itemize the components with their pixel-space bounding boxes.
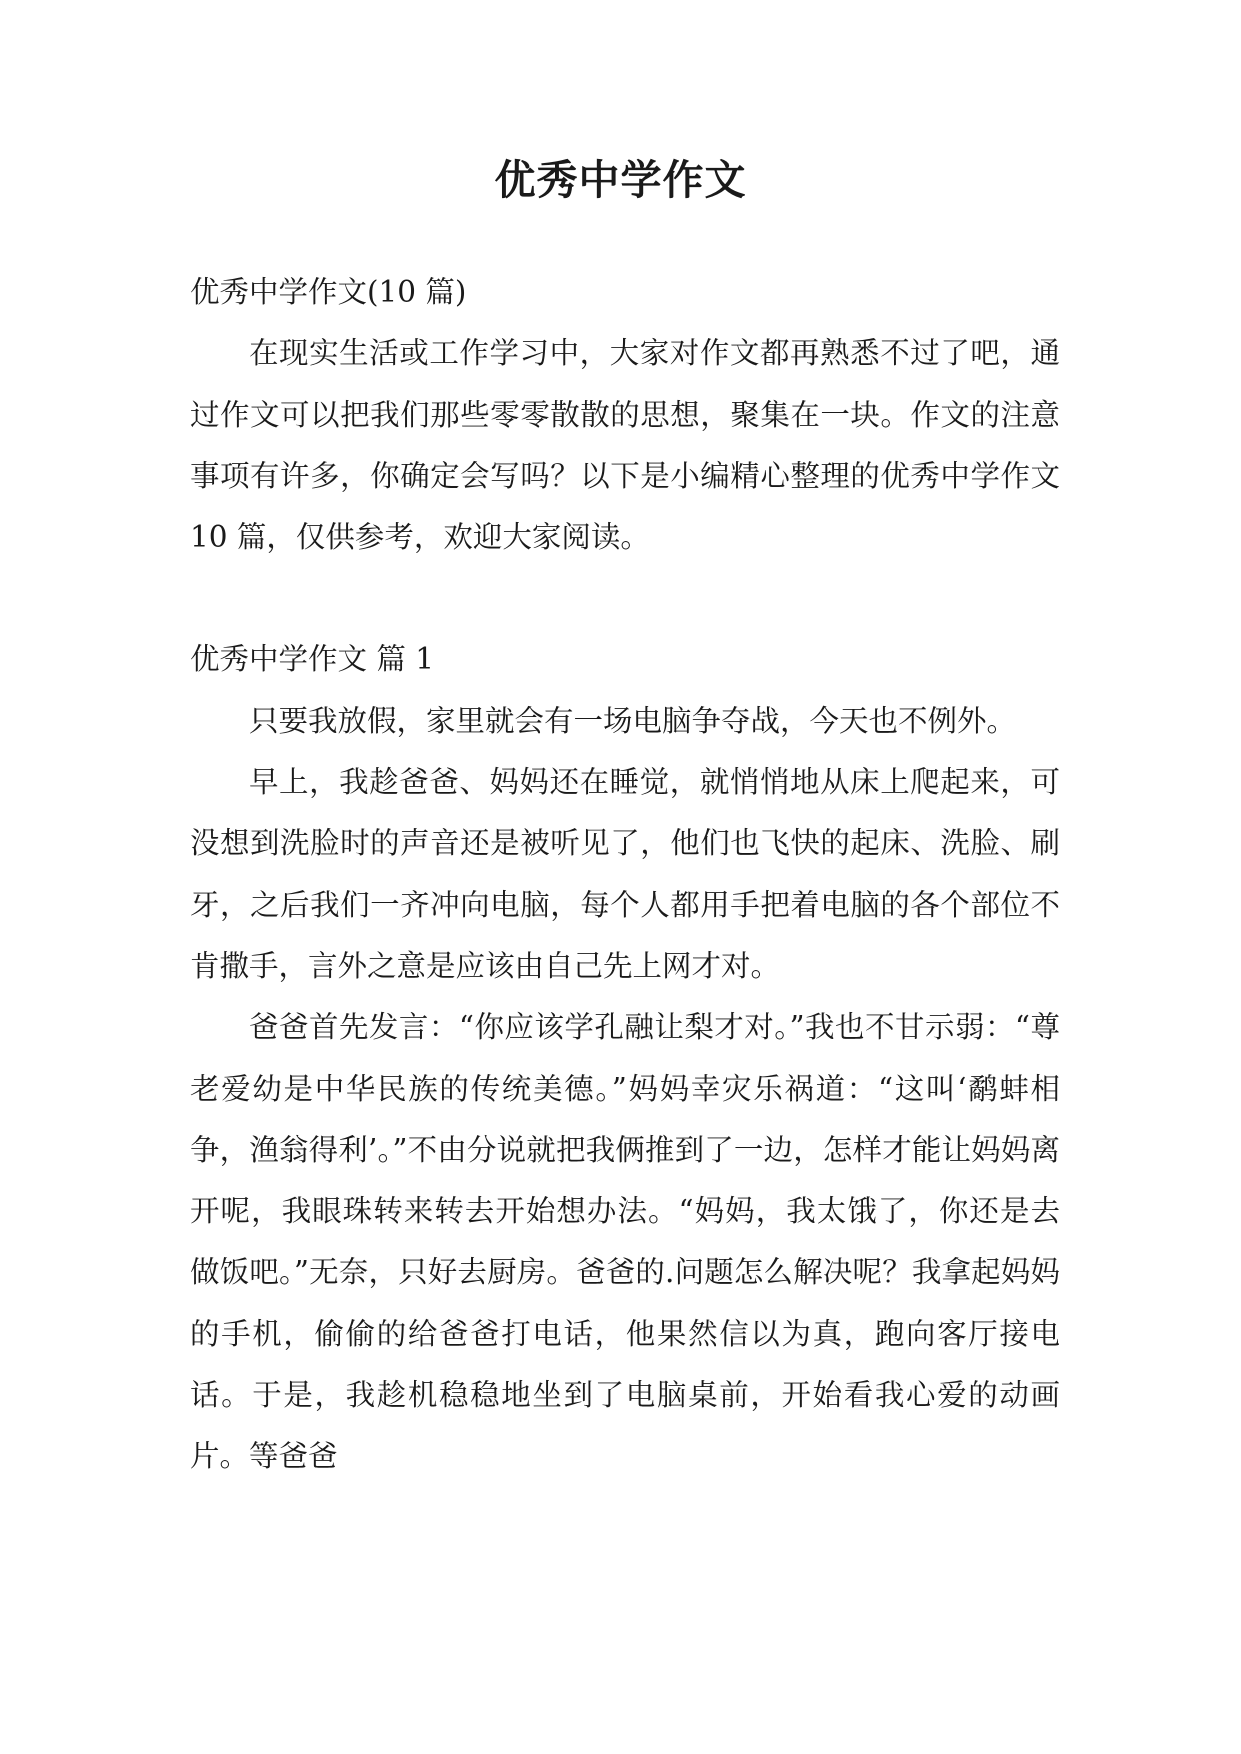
document-title: 优秀中学作文 (494, 156, 747, 204)
body-paragraph: 早上，我趁爸爸、妈妈还在睡觉，就悄悄地从床上爬起来，可没想到洗脸时的声音还是被听见了，他们也飞快的起床、洗脸、刷牙，之后我们一齐冲向电脑，每个人都用手把着电脑的各个部位不肯撒手，言外之意是应该由自己先上网才对。 (190, 765, 1060, 983)
section-heading: 优秀中学作文 篇 1 (190, 642, 435, 677)
body-paragraph: 只要我放假，家里就会有一场电脑争夺战，今天也不例外。 (249, 703, 1017, 738)
body-paragraph: 爸爸首先发言：“你应该学孔融让梨才对。”我也不甘示弱：“尊老爱幼是中华民族的传统美德。”妈妈幸灾乐祸道：“这叫‘鹬蚌相争，渔翁得利’。”不由分说就把我俩推到了一边，怎样才能让妈妈离开呢，我眼珠转来转去开始想办法。“妈妈，我太饿了，你还是去做饭吧。”无奈，只好去厨房。爸爸的.问题怎么解决呢？我拿起妈妈的手机，偷偷的给爸爸打电话，他果然信以为真，跑向客厅接电话。于是，我趁机稳稳地坐到了电脑桌前，开始看我心爱的动画片。等爸爸 (190, 1010, 1060, 1474)
intro-paragraph: 在现实生活或工作学习中，大家对作文都再熟悉不过了吧，通过作文可以把我们那些零零散散的思想，聚集在一块。作文的注意事项有许多，你确定会写吗？以下是小编精心整理的优秀中学作文 10 篇，仅供参考，欢迎大家阅读。 (190, 336, 1060, 555)
document-subtitle: 优秀中学作文(10 篇) (190, 275, 467, 309)
document-body (190, 262, 1060, 1488)
paragraph-spacer (190, 568, 1060, 629)
